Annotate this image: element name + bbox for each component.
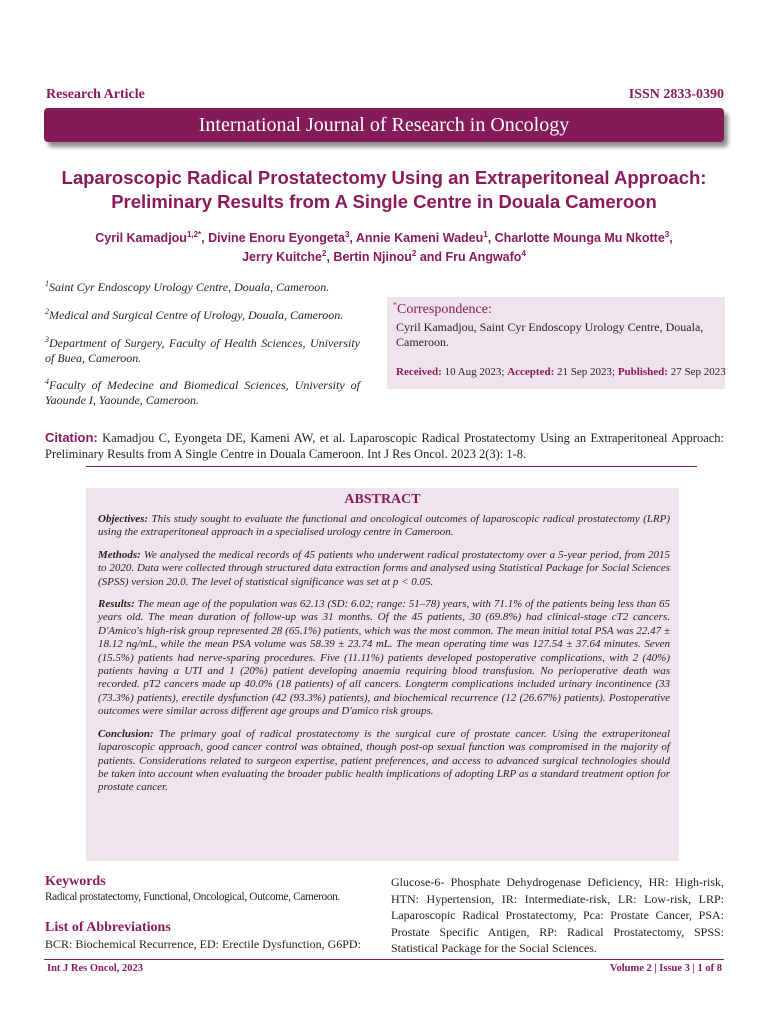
abbreviations-text-right: Glucose-6- Phosphate Dehydrogenase Deficiency, HR: High-risk, HTN: Hypertension, IR: Intermediate-risk, LR: Low-risk, LRP: Laparoscopic Radical Prostatectomy, Pca: Prostate Cancer, PSA: Prostate Specific Antigen, RP: Radical Prostatectomy, SPSS: Statistical Package for the Social Sciences. bbox=[391, 875, 724, 955]
abbreviations-heading: List of Abbreviations bbox=[45, 920, 171, 935]
author[interactable]: Bertin Njinou$^2$ bbox=[333, 248, 417, 264]
abstract-objectives: Objectives: This study sought to evaluate the functional and oncological outcomes of laparoscopic radical prostatectomy (LRP) using the extraperitoneal approach in a specialised urology centre in Cameroon. bbox=[98, 513, 670, 539]
citation-label: Citation: bbox=[45, 430, 98, 445]
divider bbox=[86, 466, 697, 467]
abstract-conclusion: Conclusion: The primary goal of radical prostatectomy is the surgical cure of prostate cancer. Using the extraperitoneal laparoscopic approach, good cancer control was obtained, though post-op sexual function was compromised in the majority of patients. Considerations related to surgeon expertise, patient preferences, and access to advanced surgical technologies should be taken into account when evaluating the broader public health implications of adopting LRP as a standard treatment option for prostate cancer. bbox=[98, 727, 670, 794]
citation bbox=[45, 430, 724, 462]
footer-divider bbox=[44, 959, 724, 960]
affiliation: $^3$Department of Surgery, Faculty of Health Sciences, University of Buea, Cameroon. bbox=[45, 335, 360, 365]
issn: ISSN 2833-0390 bbox=[628, 87, 724, 102]
correspondence-text: Cyril Kamadjou, Saint Cyr Endoscopy Urology Centre, Douala, Cameroon. bbox=[396, 320, 704, 349]
keywords-text: Radical prostatectomy, Functional, Oncological, Outcome, Cameroon. bbox=[45, 891, 340, 903]
author[interactable]: Annie Kameni Wadeu$^1$ bbox=[355, 229, 488, 245]
author[interactable]: Cyril Kamadjou$^{1,2*}$ bbox=[95, 229, 202, 245]
affiliation: $^4$Faculty of Medecine and Biomedical Sciences, University of Yaounde I, Yaounde, Cameroon. bbox=[45, 377, 360, 407]
affiliation: $^2$Medical and Surgical Centre of Urology, Douala, Cameroon. bbox=[45, 307, 344, 322]
footer-journal: Int J Res Oncol, 2023 bbox=[47, 963, 143, 974]
abstract-body bbox=[98, 513, 670, 804]
affiliation: $^1$Saint Cyr Endoscopy Urology Centre, Douala, Cameroon. bbox=[45, 279, 330, 294]
paper-title: Laparoscopic Radical Prostatectomy Using an Extraperitoneal Approach: Preliminary Results from A Single Centre in Douala Cameroon bbox=[61, 167, 707, 212]
author[interactable]: Fru Angwafo$^4$ bbox=[445, 248, 526, 264]
author[interactable]: Divine Enoru Eyongeta$^3$ bbox=[208, 229, 350, 245]
keywords-heading: Keywords bbox=[45, 874, 106, 889]
journal-banner: International Journal of Research in Oncology bbox=[44, 108, 724, 142]
author[interactable]: Charlotte Mounga Mu Nkotte$^3$ bbox=[494, 229, 670, 245]
abstract-heading: ABSTRACT bbox=[344, 492, 421, 507]
abstract-results: Results: The mean age of the population was 62.13 (SD: 6.02; range: 51–78) years, with 71.1% of the patients being less than 65 years old. The mean duration of follow-up was 31 months. Of the 45 patients, 30 (69.8%) had clinical-stage cT2 cancers. D'Amico's high-risk group represented 28 (65.1%) patients, which was the most common. The mean initial total PSA was 22.47 ± 18.12 ng/mL, while the mean PSA volume was 58.39 ± 23.74 mL. The mean operating time was 127.54 ± 37.64 minutes. Seven (15.5%) patients had nerve-sparing procedures. Five (11.11%) patients developed postoperative complications, with 2 (40%) patients having a UTI and 1 (20%) patient developing anaemia requiring blood transfusion. No perioperative death was recorded. pT2 cancers made up 40.0% (18 patients) of all cancers. Longterm complications included urinary incontinence (33 (73.3%) patients), erectile dysfunction (42 (93.3%) patients), and biochemical recurrence (12 (26.67%) patients). Postoperative outcomes were similar across different age groups and D'amico risk groups. bbox=[98, 598, 671, 718]
author-list: Cyril Kamadjou$^{1,2*}$, Divine Enoru Eyongeta$^3$, Annie Kameni Wadeu$^1$, Charlotte Mounga Mu Nkotte$^3$, Jerry Kuitche$^2$, Bertin Njinou$^2$ and Fru Angwafo$^4$ bbox=[95, 229, 673, 264]
abstract-methods: Methods: We analysed the medical records of 45 patients who underwent radical prostatectomy over a 5-year period, from 2015 to 2020. Data were collected through structured data extraction forms and analysed using Statistical Package for Social Sciences (SPSS) version 20.0. The level of statistical significance was set at p < 0.05. bbox=[98, 548, 670, 588]
publication-dates: Received: 10 Aug 2023; Accepted: 21 Sep 2023; Published: 27 Sep 2023 bbox=[396, 366, 726, 378]
article-type: Research Article bbox=[46, 87, 145, 102]
author[interactable]: Jerry Kuitche$^2$ bbox=[242, 248, 327, 264]
abbreviations-text-left: BCR: Biochemical Recurrence, ED: Erectile Dysfunction, G6PD: bbox=[45, 937, 361, 951]
citation-text[interactable]: Kamadjou C, Eyongeta DE, Kameni AW, et al. Laparoscopic Radical Prostatectomy Using an Extraperitoneal Approach: Preliminary Results from A Single Centre in Douala Cameroon. Int J Res Oncol. 2023 2(3): 1-8. bbox=[45, 431, 725, 461]
correspondence-title: *Correspondence: bbox=[393, 300, 492, 317]
footer-page-info: Volume 2 | Issue 3 | 1 of 8 bbox=[609, 963, 722, 974]
